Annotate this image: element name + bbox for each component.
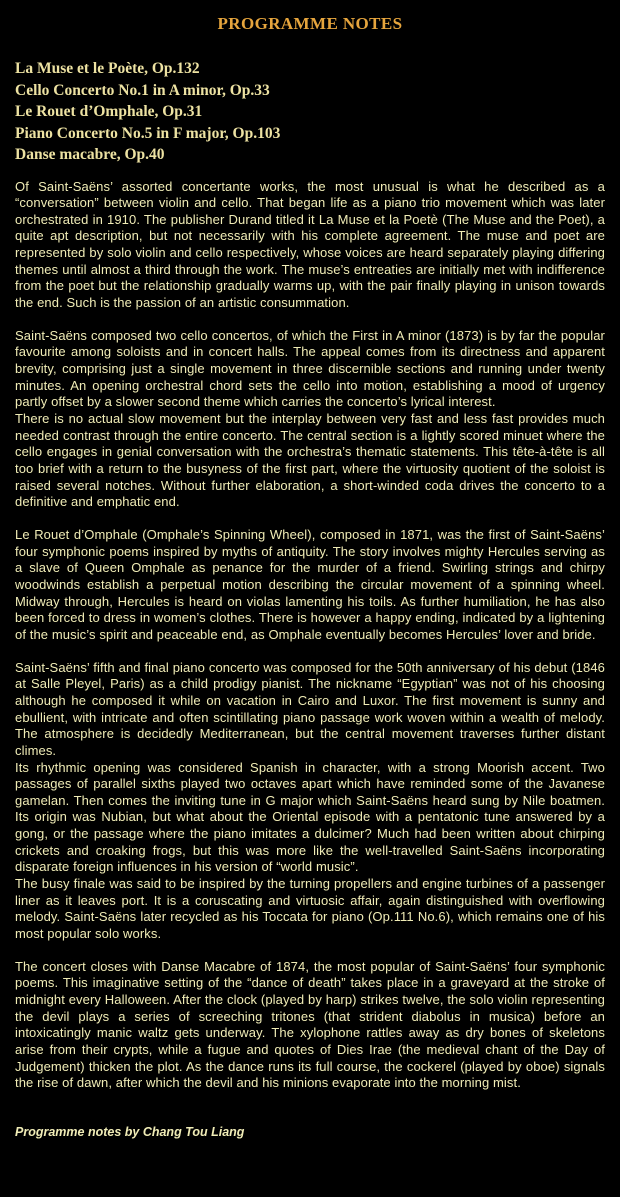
paragraph-3-block-1: Le Rouet d’Omphale (Omphale’s Spinning Wheel), composed in 1871, was the first of Saint-Saëns’ four symphonic poems inspired by myths of antiquity. The story involves mighty Hercules serving as a slave of Queen Omphale as penance for the murder of a friend. Swirling strings and chirpy woodwinds establish a perpetual motion describing the circular movement of a spinning wheel. Midway through, Hercules is heard on violas lamenting his toils. As further humiliation, he has also been forced to dress in women’s clothes. There is however a happy ending, indicated by a lightening of the music’s spirit and peaceable end, as Omphale eventually becomes Hercules’ lover and bride. [15,526,605,642]
paragraph-2-block-1: Saint-Saëns composed two cello concertos, of which the First in A minor (1873) is by far the popular favourite among soloists and in concert halls. The appeal comes from its directness and apparent brevity, comprising just a single movement in three discernible sections and running under twenty minutes. An opening orchestral chord sets the cello into motion, establishing a mood of urgency partly offset by a slower second theme which carries the concerto’s lyrical interest. [15,327,605,410]
work-item-4: Piano Concerto No.5 in F major, Op.103 [15,124,281,142]
paragraph-2-block-2: There is no actual slow movement but the interplay between very fast and less fast provides much needed contrast through the entire concerto. The central section is a lightly scored minuet where the cello engages in genial conversation with the orchestra’s thematic statements. This tête-à-tête is all too brief with a return to the busyness of the first part, where the virtuosity quotient of the soloist is raised several notches. Without further elaboration, a short-winded coda drives the concerto to a definitive and emphatic end. [15,411,605,510]
paragraph-4-block-1: Saint-Saëns’ fifth and final piano concerto was composed for the 50th anniversary of his debut (1846 at Salle Pleyel, Paris) as a child prodigy pianist. The nickname “Egyptian” was not of his choosing although he composed it while on vacation in Cairo and Luxor. The first movement is sunny and ebullient, with intricate and often scintillating piano passage work woven within a wealth of melody. The atmosphere is decidedly Mediterranean, but the central movement traverses further distant climes. [15,659,605,758]
paragraph-5-block-1: The concert closes with Danse Macabre of 1874, the most popular of Saint-Saëns’ four symphonic poems. This imaginative setting of the “dance of death” takes place in a graveyard at the stroke of midnight every Halloween. After the clock (played by harp) strikes twelve, the solo violin representing the devil plays a series of screeching tritones (that strident diabolus in musica) before an intoxicatingly manic waltz gets underway. The xylophone rattles away as dry bones of skeletons arise from their crypts, while a fugue and quotes of Dies Irae (the medieval chant of the Day of Judgement) thicken the plot. As the dance runs its full course, the cockerel (played by oboe) signals the rise of dawn, after which the devil and his minions evaporate into the morning mist. [15,958,605,1091]
work-item-1: La Muse et le Poète, Op.132 [15,60,200,77]
paragraph-4 [15,660,605,943]
work-item-3: Le Rouet d’Omphale, Op.31 [15,103,203,120]
work-item-2: Cello Concerto No.1 in A minor, Op.33 [15,81,270,99]
paragraph-2 [15,328,605,511]
paragraph-1 [15,179,605,312]
page-title: PROGRAMME NOTES [217,14,403,33]
notes-body [15,179,605,1092]
work-item-5: Danse macabre, Op.40 [15,146,165,163]
paragraph-5 [15,959,605,1092]
paragraph-4-block-3: The busy finale was said to be inspired by the turning propellers and engine turbines of a passenger liner as it leaves port. It is a coruscating and virtuosic affair, again distinguished with overflowing melody. Saint-Saëns later recycled as his Toccata for piano (Op.111 No.6), which remains one of his most popular solo works. [15,876,605,942]
paragraph-1-block-1: Of Saint-Saëns’ assorted concertante works, the most unusual is what he described as a “conversation” between violin and cello. That began life as a piano trio movement which was later orchestrated in 1910. The publisher Durand titled it La Muse et la Poetè (The Muse and the Poet), a quite apt description, but not necessarily with his complete agreement. The muse and poet are represented by solo violin and cello respectively, whose voices are heard separately playing differing themes until almost a third through the work. The muse’s entreaties are initially met with indifference from the poet but the relationship gradually warms up, with the pair finally playing in unison towards the end. Such is the passion of an artistic consummation. [15,178,605,311]
paragraph-4-block-2: Its rhythmic opening was considered Spanish in character, with a strong Moorish accent. Two passages of parallel sixths played two octaves apart which have reminded some of the Javanese gamelan. Then comes the inviting tune in G major which Saint-Saëns heard sung by Nile boatmen. Its origin was Nubian, but what about the Oriental episode with a pentatonic tune answered by a gong, or the passage where the piano imitates a dulcimer? Much had been written about chirping crickets and croaking frogs, but this was more like the well-travelled Saint-Saëns incorporating disparate foreign influences in his version of “world music”. [15,759,605,875]
credit-line: Programme notes by Chang Tou Liang [15,1124,245,1139]
works-list [15,58,605,166]
paragraph-3 [15,527,605,644]
